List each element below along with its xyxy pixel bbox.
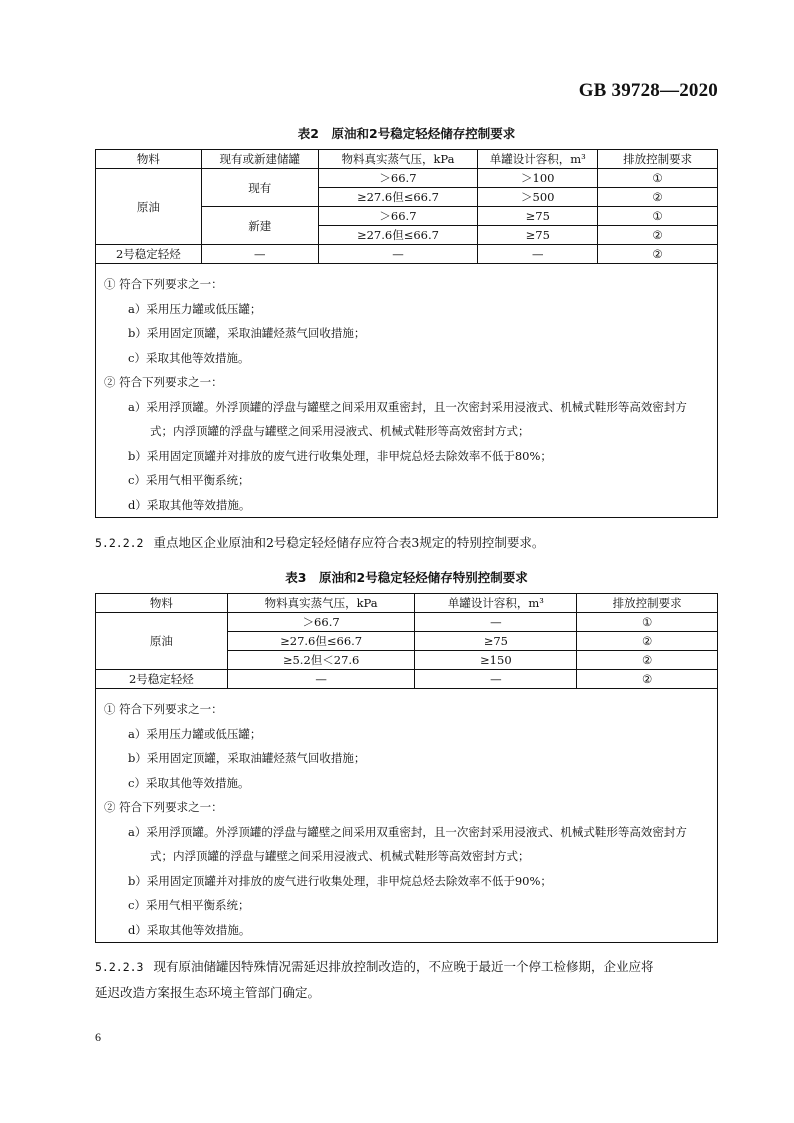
table3-notes-row [96,689,718,943]
table2-existing-cell: 现有 [201,169,318,207]
table-cell: ① [577,613,718,632]
table-cell: ≥75 [415,632,577,651]
table-cell: ≥150 [415,651,577,670]
table3-header-cell: 单罐设计容积，m³ [415,594,577,613]
table-cell: ② [598,188,718,207]
table3-header-cell: 物料 [96,594,228,613]
table-cell: ＞66.7 [318,169,478,188]
note-line: a）采用浮顶罐。外浮顶罐的浮盘与罐壁之间采用双重密封，且一次密封采用浸液式、机械式鞋形等高效密封方 [128,399,687,414]
table3-crude-cell: 原油 [96,613,228,670]
paragraph-text: 延迟改造方案报生态环境主管部门确定。 [95,985,321,1000]
note-line: d）采取其他等效措施。 [128,922,251,937]
note-line: b）采用固定顶罐并对排放的废气进行收集处理，非甲烷总烃去除效率不低于90%； [128,873,552,888]
paragraph-text: 重点地区企业原油和2号稳定轻烃储存应符合表3规定的特别控制要求。 [153,535,545,550]
table-cell: — [318,245,478,264]
note-line: ① 符合下列要求之一： [104,277,223,291]
table-cell: ≥75 [478,226,598,245]
table-cell: ① [598,169,718,188]
table-cell: — [201,245,318,264]
table-cell: 2号稳定轻烃 [96,670,228,689]
table-cell: ≥27.6但≤66.7 [318,226,478,245]
standard-number: GB 39728—2020 [578,80,718,101]
table2-new-cell: 新建 [201,207,318,245]
table-cell: ② [577,632,718,651]
note-line: c）采取其他等效措施。 [128,350,250,365]
paragraph-text: 现有原油储罐因特殊情况需延迟排放控制改造的，不应晚于最近一个停工检修期，企业应将 [153,959,654,974]
table-cell: ② [577,670,718,689]
note-line: 式；内浮顶罐的浮盘与罐壁之间采用浸液式、机械式鞋形等高效密封方式； [150,424,530,438]
table-row [96,169,718,188]
table-cell: ＞500 [478,188,598,207]
table3-header-cell: 排放控制要求 [577,594,718,613]
note-line: b）采用固定顶罐并对排放的废气进行收集处理，非甲烷总烃去除效率不低于80%； [128,448,552,463]
table-cell: ＞100 [478,169,598,188]
table2-caption: 表2 原油和2号稳定轻烃储存控制要求 [297,126,516,141]
table-cell: — [415,670,577,689]
note-line: c）采取其他等效措施。 [128,775,250,790]
note-line: ② 符合下列要求之一： [104,800,223,814]
note-line: b）采用固定顶罐，采取油罐烃蒸气回收措施； [128,751,366,765]
table-cell: ＞66.7 [227,613,415,632]
table3-header-row [96,594,718,613]
table3 [95,593,718,943]
table-row [96,613,718,632]
note-line: b）采用固定顶罐，采取油罐烃蒸气回收措施； [128,326,366,340]
table-cell: — [415,613,577,632]
note-line: a）采用浮顶罐。外浮顶罐的浮盘与罐壁之间采用双重密封，且一次密封采用浸液式、机械式鞋形等高效密封方 [128,824,687,839]
note-line: a）采用压力罐或低压罐； [128,726,262,741]
table3-header-cell: 物料真实蒸气压，kPa [227,594,415,613]
table-cell: ② [598,226,718,245]
table2-header-cell: 物料 [96,150,202,169]
table3-notes [96,689,718,943]
table2 [95,149,718,518]
table2-notes [96,264,718,518]
table-cell: ≥75 [478,207,598,226]
table-cell: ＞66.7 [318,207,478,226]
table-cell: ① [598,207,718,226]
table-cell: ≥5.2但＜27.6 [227,651,415,670]
clause-number: 5.2.2.2 [95,536,144,550]
note-line: 式；内浮顶罐的浮盘与罐壁之间采用浸液式、机械式鞋形等高效密封方式； [150,849,530,863]
table2-crude-cell: 原油 [96,169,202,245]
table-cell: ≥27.6但≤66.7 [227,632,415,651]
note-line: c）采用气相平衡系统； [128,898,250,912]
table-cell: ② [598,245,718,264]
table-cell: 2号稳定轻烃 [96,245,202,264]
note-line: ② 符合下列要求之一： [104,375,223,389]
table2-header-cell: 物料真实蒸气压，kPa [318,150,478,169]
paragraph-5-2-2-2 [95,530,718,556]
clause-number: 5.2.2.3 [95,960,144,974]
table-cell: ≥27.6但≤66.7 [318,188,478,207]
table2-notes-row [96,264,718,518]
note-line: c）采用气相平衡系统； [128,473,250,487]
table2-header-cell: 排放控制要求 [598,150,718,169]
table-row [96,670,718,689]
table2-header-cell: 单罐设计容积，m³ [478,150,598,169]
note-line: d）采取其他等效措施。 [128,497,251,512]
table3-caption: 表3 原油和2号稳定轻烃储存特别控制要求 [285,570,528,585]
table-cell: — [478,245,598,264]
table-cell: ② [577,651,718,670]
table2-header-cell: 现有或新建储罐 [201,150,318,169]
note-line: ① 符合下列要求之一： [104,702,223,716]
paragraph-5-2-2-3 [95,954,718,1006]
note-line: a）采用压力罐或低压罐； [128,301,262,316]
page-number: 6 [95,1030,101,1044]
table-cell: — [227,670,415,689]
table-row [96,245,718,264]
table2-header-row [96,150,718,169]
